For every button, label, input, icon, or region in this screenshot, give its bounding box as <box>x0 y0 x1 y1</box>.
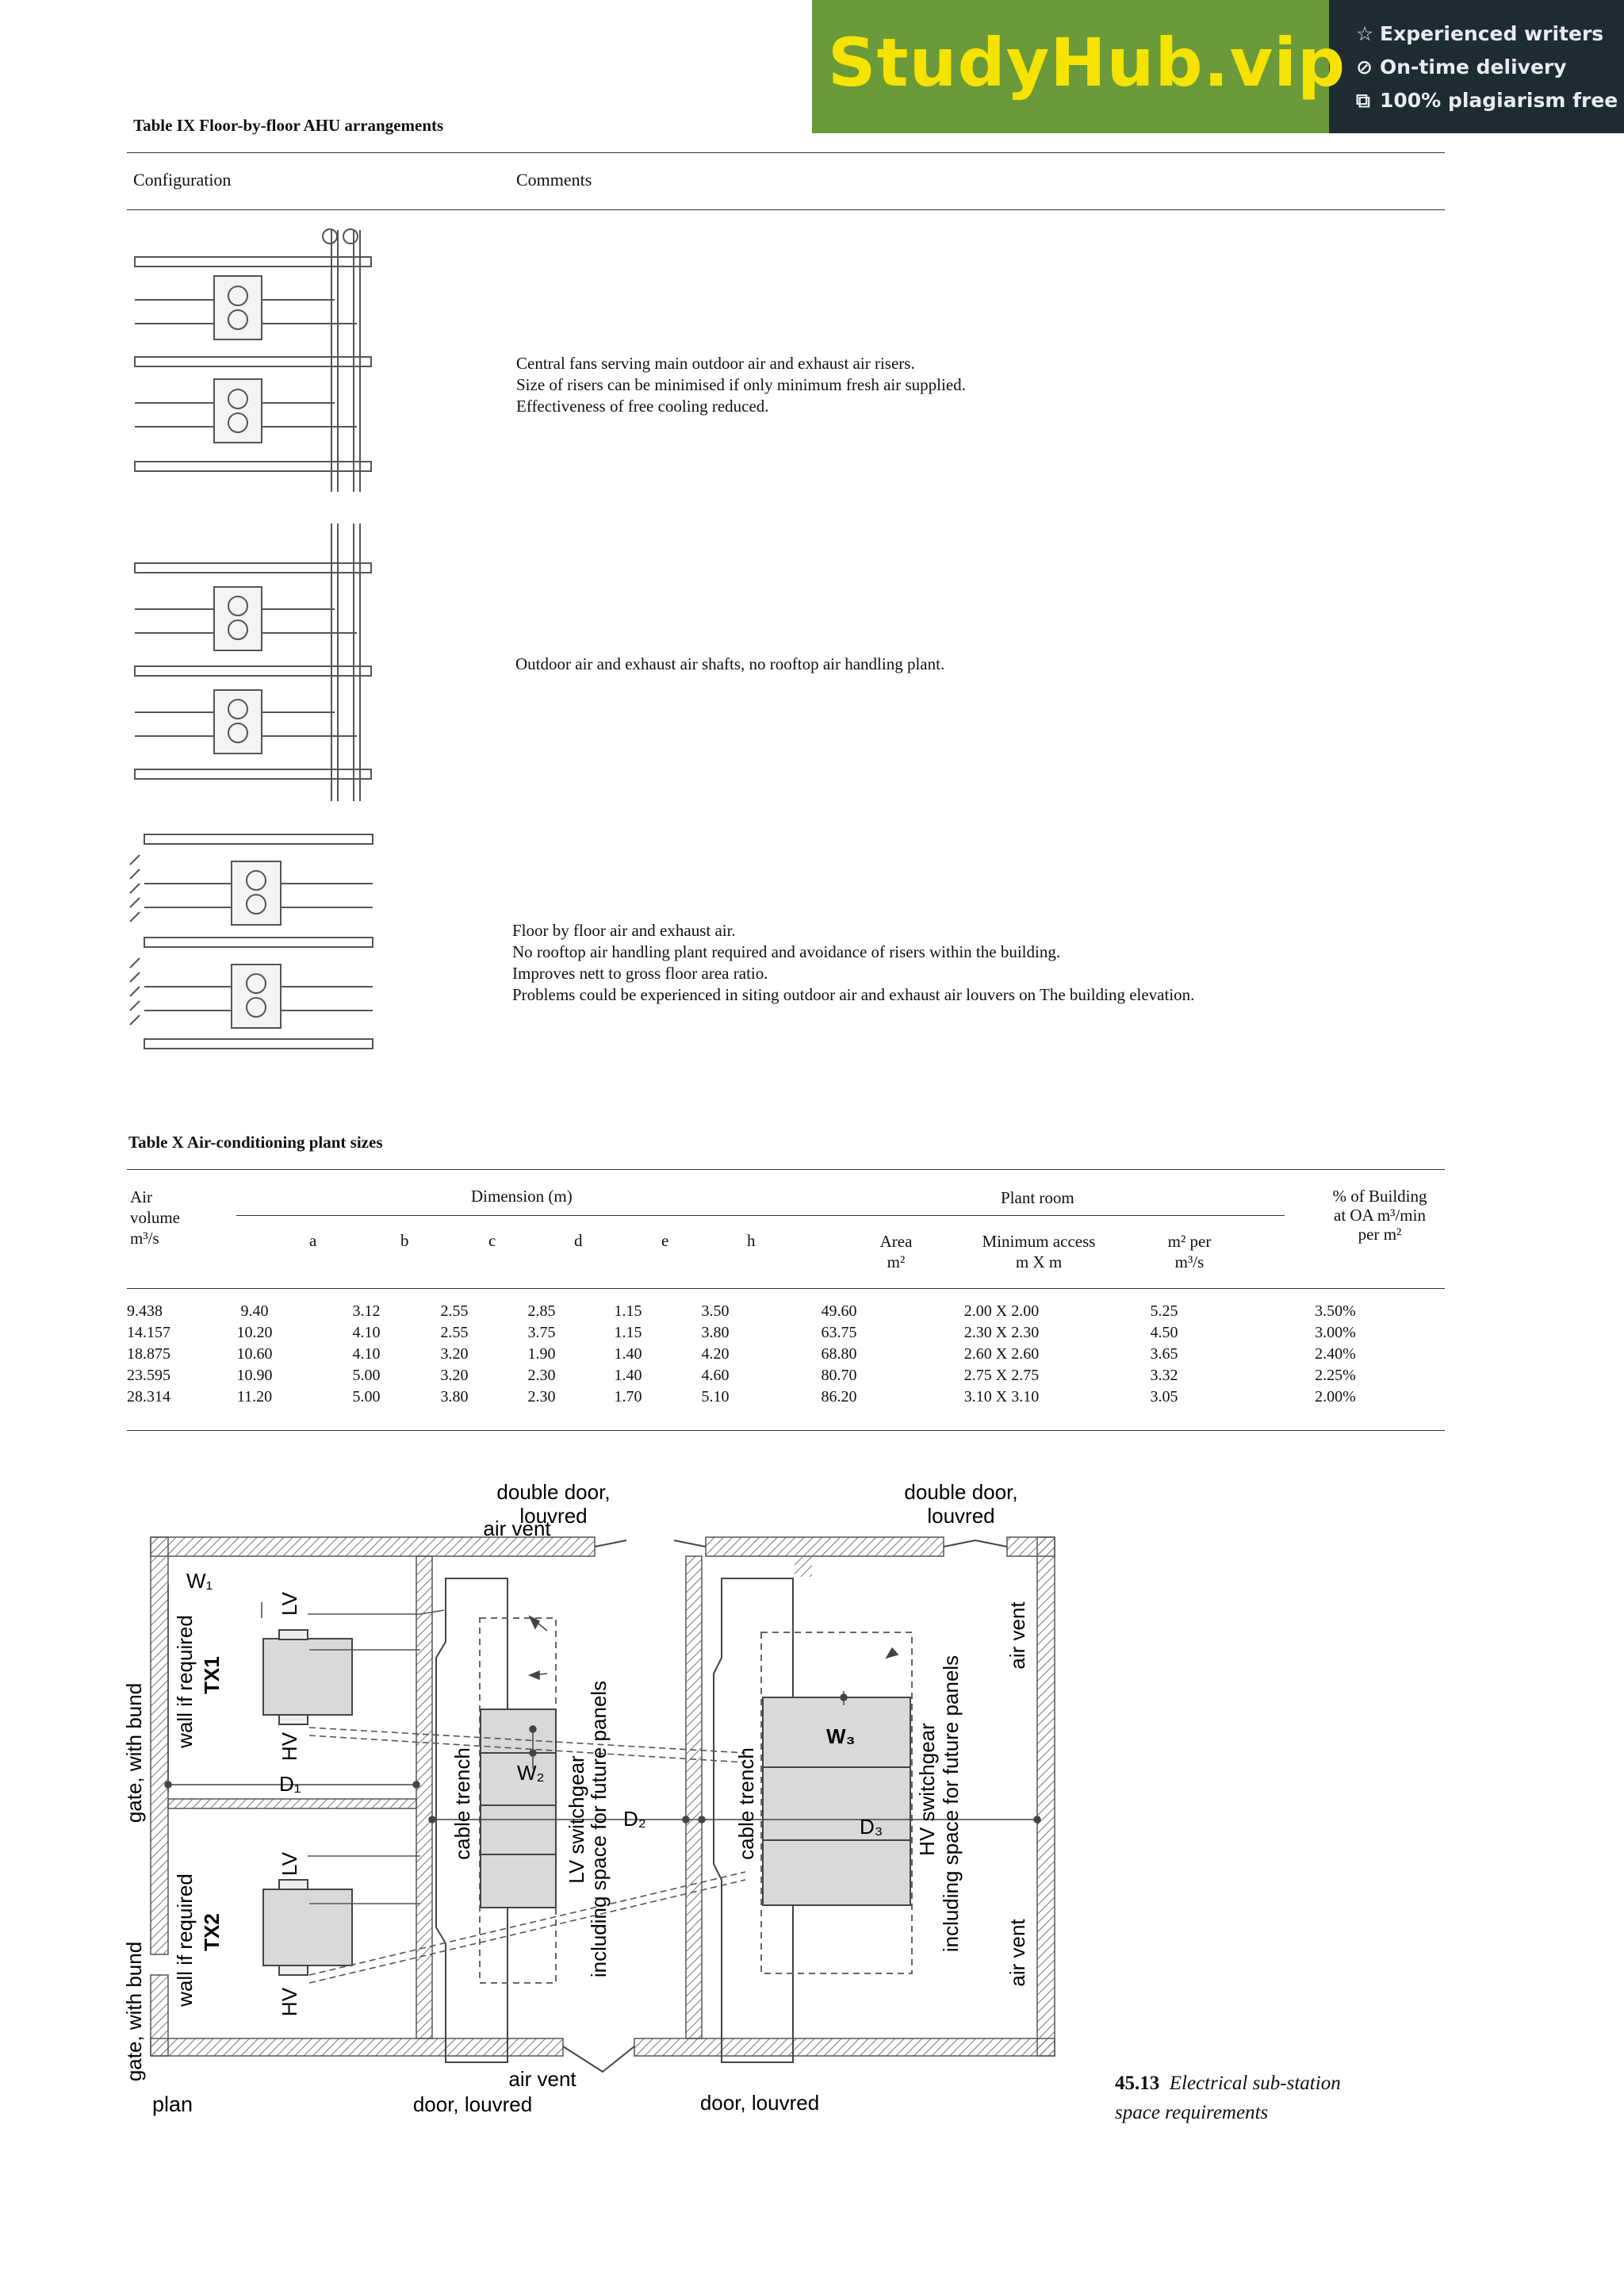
table-cell: 1.15 <box>614 1324 642 1341</box>
table-cell: 86.20 <box>821 1388 857 1406</box>
figure-number: 45.13 <box>1115 2073 1160 2094</box>
table-cell: 3.12 <box>352 1302 381 1320</box>
header-line: Minimum access <box>982 1232 1096 1251</box>
table-cell: 2.55 <box>440 1302 469 1320</box>
ahu-config-central-fans-diagram <box>127 222 381 500</box>
comment-line: Improves nett to gross floor area ratio. <box>512 964 768 983</box>
label-hv-lower: HV <box>278 1987 301 2017</box>
table9-header-comments: Comments <box>516 170 592 190</box>
table-cell: 1.40 <box>614 1367 642 1384</box>
header-line: per m² <box>1358 1225 1402 1244</box>
label-wall-required-lower: wall if required <box>173 1873 197 2007</box>
perk-plagiarism-free <box>1356 89 1618 113</box>
table-cell: 11.20 <box>236 1388 273 1406</box>
table-cell: 5.25 <box>1150 1302 1178 1320</box>
label-gate-bund-lower: gate, with bund <box>122 1941 146 2082</box>
label-d2: D₂ <box>623 1807 646 1831</box>
label-air-vent-right-bottom: air vent <box>1005 1919 1029 1987</box>
perk-text: On-time delivery <box>1380 56 1567 79</box>
table9-row1-comments <box>516 353 966 417</box>
label-future-panels-hv: including space for future panels <box>939 1655 963 1953</box>
table-cell: 80.70 <box>821 1367 857 1384</box>
table-cell: 4.50 <box>1150 1324 1178 1341</box>
table-cell: 4.10 <box>352 1345 381 1363</box>
table-cell: 3.05 <box>1150 1388 1178 1406</box>
table-row <box>127 1386 1427 1408</box>
copy-icon: ⧉ <box>1356 89 1370 112</box>
table-cell: 5.00 <box>352 1388 381 1406</box>
label-air-vent-bottom: air vent <box>508 2067 576 2091</box>
table10-col-b: b <box>400 1231 409 1250</box>
table-cell: 1.70 <box>614 1388 642 1406</box>
banner-title[interactable]: StudyHub.vip <box>828 24 1346 102</box>
table-cell: 3.10 X 3.10 <box>963 1388 1040 1406</box>
label-hv-upper: HV <box>278 1732 301 1762</box>
table10-caption: Table X Air-conditioning plant sizes <box>128 1133 383 1152</box>
label-cable-trench-left: cable trench <box>450 1747 474 1860</box>
ahu-config-shafts-diagram <box>127 523 381 809</box>
table-cell: 68.80 <box>821 1345 857 1363</box>
table-cell: 3.80 <box>701 1324 730 1341</box>
header-line: % of Building <box>1332 1187 1427 1206</box>
table-cell: 2.75 X 2.75 <box>963 1367 1040 1384</box>
label-future-panels-lv: including space for future panels <box>587 1680 611 1978</box>
table-cell: 2.60 X 2.60 <box>963 1345 1040 1363</box>
table10-top-rule <box>127 1169 1445 1170</box>
table-cell: 2.25% <box>1315 1367 1356 1384</box>
label-double-door-1-louvred: louvred <box>519 1504 588 1528</box>
table-cell: 2.00% <box>1315 1388 1356 1406</box>
table-cell: 2.40% <box>1315 1345 1356 1363</box>
table10-col-e: e <box>661 1231 669 1250</box>
table10-header-rule <box>127 1288 1445 1289</box>
table-cell: 1.40 <box>614 1345 642 1363</box>
header-line: m³/s <box>130 1229 159 1248</box>
table10-col-area <box>872 1231 920 1272</box>
header-line: m³/s <box>1174 1252 1205 1271</box>
header-line: Air <box>130 1187 152 1206</box>
table-row <box>127 1301 1427 1322</box>
label-d3: D₃ <box>860 1815 883 1839</box>
table-cell: 10.60 <box>236 1345 273 1363</box>
header-line: m² per <box>1167 1232 1212 1251</box>
label-double-door-1: double door, <box>496 1480 611 1504</box>
label-gate-bund-upper: gate, with bund <box>122 1682 146 1824</box>
table-cell: 18.875 <box>127 1345 170 1363</box>
table-cell: 2.30 <box>527 1367 556 1384</box>
plant-sizes-table <box>127 1301 1427 1408</box>
table-cell: 3.65 <box>1150 1345 1178 1363</box>
clock-icon: ⊘ <box>1356 56 1373 79</box>
table-cell: 2.55 <box>440 1324 469 1341</box>
label-air-vent-top: air vent <box>483 1517 551 1540</box>
table10-bottom-rule <box>127 1430 1445 1431</box>
table-cell: 10.20 <box>236 1324 273 1341</box>
ahu-config-floor-by-floor-diagram <box>127 825 381 1071</box>
figure-caption-line2: space requirements <box>1115 2102 1269 2123</box>
table10-col-d: d <box>574 1231 583 1250</box>
comment-line: Size of risers can be minimised if only minimum fresh air supplied. <box>516 375 966 394</box>
table10-col-min-access <box>959 1231 1118 1272</box>
table10-header-air-volume <box>130 1187 180 1248</box>
perk-on-time-delivery <box>1356 56 1567 79</box>
table-cell: 3.80 <box>440 1388 469 1406</box>
table-cell: 28.314 <box>127 1388 170 1406</box>
table-cell: 2.00 X 2.00 <box>963 1302 1040 1320</box>
table-row <box>127 1365 1427 1386</box>
table-cell: 4.10 <box>352 1324 381 1341</box>
table-row <box>127 1322 1427 1344</box>
label-door-louvred-2: door, louvred <box>699 2091 820 2115</box>
table-cell: 5.00 <box>352 1367 381 1384</box>
table-cell: 14.157 <box>127 1324 170 1341</box>
table-cell: 10.90 <box>236 1367 273 1384</box>
label-door-louvred-1: door, louvred <box>412 2092 533 2116</box>
comment-line: Central fans serving main outdoor air and exhaust air risers. <box>516 354 915 373</box>
star-outline-icon: ☆ <box>1356 22 1374 45</box>
table-cell: 2.30 <box>527 1388 556 1406</box>
figure-caption <box>1115 2069 1341 2127</box>
table-cell: 23.595 <box>127 1367 170 1384</box>
table-cell: 9.40 <box>240 1302 269 1320</box>
label-w1: W₁ <box>186 1569 213 1593</box>
label-lv-upper: LV <box>278 1592 301 1616</box>
table10-header-dimension: Dimension (m) <box>471 1187 573 1206</box>
perk-text: 100% plagiarism free <box>1380 89 1618 112</box>
figure-caption-line1: Electrical sub-station <box>1169 2073 1341 2094</box>
table-cell: 4.60 <box>701 1367 730 1384</box>
table-cell: 3.20 <box>440 1367 469 1384</box>
label-w3: W₃ <box>826 1724 856 1748</box>
header-line: at OA m³/min <box>1334 1206 1426 1225</box>
comment-line: Effectiveness of free cooling reduced. <box>516 397 769 416</box>
label-double-door-2: double door, <box>904 1480 1018 1504</box>
label-w2: W₂ <box>517 1761 545 1785</box>
table-row <box>127 1344 1427 1365</box>
table9-row2-comments <box>515 654 944 675</box>
label-d1: D₁ <box>279 1772 301 1796</box>
table10-header-building <box>1300 1187 1459 1244</box>
label-plan: plan <box>152 2092 193 2116</box>
table-cell: 3.20 <box>440 1345 469 1363</box>
table-cell: 3.00% <box>1315 1324 1356 1341</box>
perk-text: Experienced writers <box>1380 22 1604 45</box>
table10-col-c: c <box>488 1231 496 1250</box>
substation-plan-diagram <box>111 1467 1086 2134</box>
perk-experienced-writers <box>1356 22 1603 45</box>
label-tx2: TX2 <box>200 1913 224 1951</box>
header-line: volume <box>130 1208 180 1227</box>
header-line: m X m <box>1015 1252 1063 1271</box>
table-cell: 2.30 X 2.30 <box>963 1324 1040 1341</box>
label-cable-trench-right: cable trench <box>734 1747 758 1860</box>
table10-dimension-rule <box>236 1215 1285 1216</box>
comment-line: No rooftop air handling plant required and avoidance of risers within the building. <box>512 942 1061 961</box>
table-cell: 9.438 <box>127 1302 163 1320</box>
label-hv-switchgear: HV switchgear <box>915 1723 939 1856</box>
label-wall-required-upper: wall if required <box>173 1615 197 1748</box>
table10-col-m2-per <box>1142 1231 1237 1272</box>
comment-line: Outdoor air and exhaust air shafts, no rooftop air handling plant. <box>515 654 945 673</box>
table-cell: 4.20 <box>701 1345 730 1363</box>
table9-caption: Table IX Floor-by-floor AHU arrangements <box>133 116 444 135</box>
label-tx1: TX1 <box>200 1656 224 1694</box>
table-cell: 1.15 <box>614 1302 642 1320</box>
header-line: m² <box>887 1252 906 1271</box>
table10-col-h: h <box>747 1231 756 1250</box>
label-double-door-2-louvred: louvred <box>927 1504 995 1528</box>
table-cell: 3.50 <box>701 1302 730 1320</box>
table9-row3-comments <box>512 920 1194 1006</box>
label-lv-lower: LV <box>278 1852 301 1876</box>
table-cell: 3.50% <box>1315 1302 1356 1320</box>
header-line: Area <box>879 1232 913 1251</box>
table9-header-configuration: Configuration <box>133 170 232 190</box>
table-cell: 2.85 <box>527 1302 556 1320</box>
table9-top-rule <box>127 152 1445 153</box>
table-cell: 1.90 <box>527 1345 556 1363</box>
table-cell: 3.32 <box>1150 1367 1178 1384</box>
table-cell: 49.60 <box>821 1302 857 1320</box>
table-cell: 63.75 <box>821 1324 857 1341</box>
label-lv-switchgear: LV switchgear <box>565 1755 588 1884</box>
table9-header-rule <box>127 209 1445 210</box>
table-cell: 5.10 <box>701 1388 730 1406</box>
table-cell: 3.75 <box>527 1324 556 1341</box>
comment-line: Problems could be experienced in siting outdoor air and exhaust air louvers on The building elevation. <box>512 985 1195 1004</box>
comment-line: Floor by floor air and exhaust air. <box>512 921 736 940</box>
table10-header-plant-room: Plant room <box>1001 1188 1074 1207</box>
label-air-vent-right-top: air vent <box>1005 1601 1029 1670</box>
table10-col-a: a <box>309 1231 317 1250</box>
